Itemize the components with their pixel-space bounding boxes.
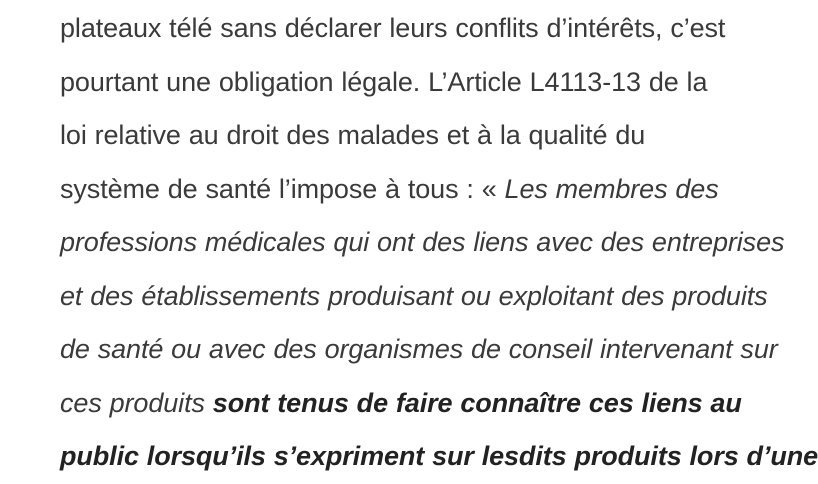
paragraph-line-4 xyxy=(60,163,760,217)
emphasized-quote-run: public lorsqu’ils s’expriment sur lesdits produits lors d’une xyxy=(60,441,818,471)
paragraph-line-2 xyxy=(60,56,760,110)
paragraph-line-1 xyxy=(60,2,760,56)
text-run: plateaux télé sans déclarer leurs conflits d’intérêts, c’est xyxy=(60,13,726,43)
emphasized-quote-run: sont tenus de faire connaître ces liens au xyxy=(212,387,742,418)
text-run: système de santé l’impose à tous : « xyxy=(60,173,505,204)
article-paragraph xyxy=(60,2,818,484)
text-run: pourtant une obligation légale. L’Article L4113-13 de la xyxy=(60,66,708,97)
paragraph-line-8 xyxy=(60,377,760,431)
paragraph-line-9 xyxy=(60,430,818,484)
quote-text-run: ces produits xyxy=(60,387,213,418)
quote-text-run: de santé ou avec des organismes de conseil intervenant sur xyxy=(60,334,778,364)
quote-text-run: professions médicales qui ont des liens avec des entreprises xyxy=(60,227,785,257)
quote-text-run: et des établissements produisant ou exploitant des produits xyxy=(60,280,768,311)
quote-text-run: Les membres des xyxy=(504,173,719,204)
paragraph-line-5 xyxy=(60,216,785,270)
paragraph-line-7 xyxy=(60,323,778,377)
text-run: loi relative au droit des malades et à la qualité du xyxy=(60,120,646,150)
paragraph-line-6 xyxy=(60,270,768,324)
paragraph-line-3 xyxy=(60,109,760,163)
